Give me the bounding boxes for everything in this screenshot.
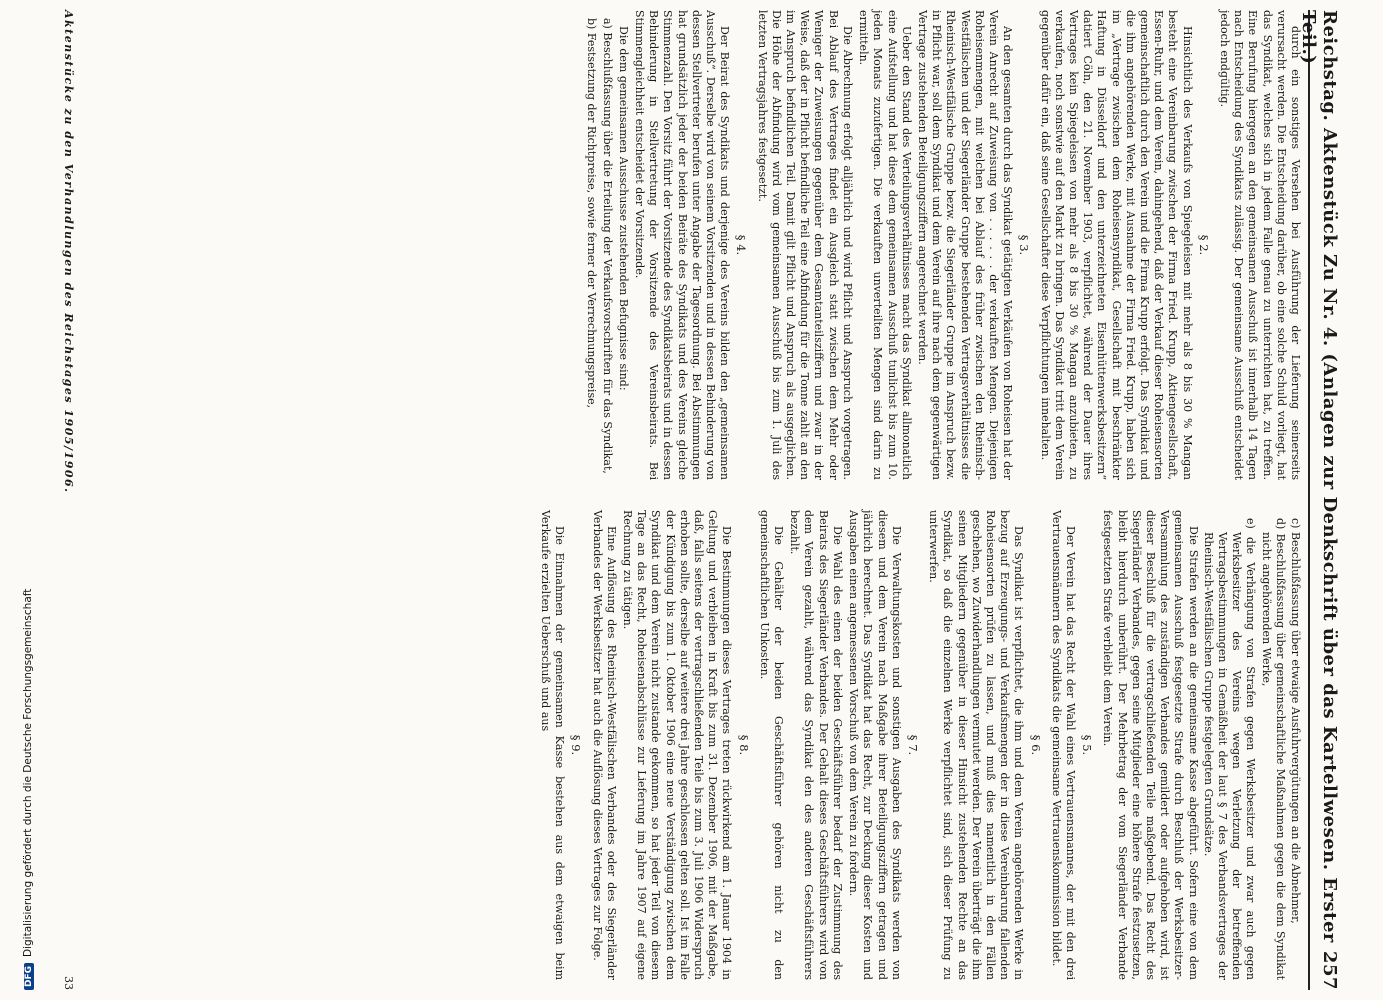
section-heading: § 3. — [1017, 234, 1032, 256]
paragraph: Die Abrechnung erfolgt alljährlich und wird Pflicht und Anspruch vorgetragen. Bei Ablauf des Vertrages findet ein Ausgleich statt zwischen dem Mehr oder Weniger der Zuweisungen gegenüber dem Gesamtanteilsziffern und zwar in der Weise, daß der in Pflicht befindliche Teil eine Abfindung für die Tonne zahlt an den im Anspruch befindlichen Teil. Damit gilt Pflicht und Anspruch als ausgeglichen. Die Höhe der Abfindung wird vom gemeinsamen Ausschuß bis zum 1. Juli des letzten Vertragsjahres festgesetzt. — [755, 10, 854, 480]
paragraph: An den gesamten durch das Syndikat getätigten Verkäufen von Roheisen hat der Verein Anrecht auf Zuweisung von . . . . . . der verkauften Mengen. Diejenigen Roheisenmengen, mit welchen bei Ablauf des früher zwischen den Rheinisch-Westfälischen und der Siegerländer Gruppe bestehenden Vertragsverhältnisses die Rheinisch-Westfälische Gruppe bezw. die Siegerländer Gruppe im Anspruch bezw. in Pflicht war, soll dem Syndikat und dem Verein auf ihre nach dem gegenwärtigen Vertrage zustehenden Beteiligungsziffern angerechnet werden. — [915, 10, 1015, 480]
footer-sheet-number: 33 — [62, 976, 75, 990]
credit-line — [22, 30, 34, 990]
list-item: d) Beschlußfassung über gemeinschaftliche Maßnahmen gegen die dem Syndikat nicht angehörenden Werke, — [1259, 518, 1287, 980]
paragraph: Die Verwaltungskosten und sonstigen Ausgaben des Syndikats werden von diesem und dem Verein nach Maßgabe ihrer Beteiligungsziffern getragen und jährlich berechnet. Das Syndikat hat das Recht, zur Deckung dieser Kosten und Ausgaben einen angemessenen Vorschuß von dem Verein zu fordern. — [847, 510, 903, 980]
section-heading: § 5. — [1080, 734, 1095, 756]
section-heading: § 9. — [569, 734, 584, 756]
list-item: b) Festsetzung der Richtpreise, sowie ferner der Verrechnungspreise, — [585, 18, 599, 409]
paragraph: Das Syndikat ist verpflichtet, die ihm und dem Verein angehörenden Werke in bezug auf Erzeugungs- und Verkaufsmengen der in diese Vereinbarung fallenden Roheisensorten prüfen zu lassen, und muß dies namentlich in den Fällen geschehen, wo Zuwiderhandlungen vermutet werden. Der Verein überträgt die ihm seinen Mitgliedern gegenüber in dieser Hinsicht zustehenden Rechte an das Syndikat, so daß die einzelnen Werke verpflichtet sind, sich dieser Prüfung zu unterwerfen. — [927, 510, 1026, 980]
paragraph: Ueber den Stand des Verteilungsverhältnisses macht das Syndikat allmonatlich eine Aufstellung und hat diese dem gemeinsamen Ausschuß tunlichst bis zum 10. jeden Monats zuzufertigen. Die verkauften unverteilten Mengen sind darin zu ermitteln. — [857, 10, 913, 480]
paragraph: durch ein sonstiges Versehen bei Ausführung der Lieferung seinerseits verursacht werden. Die Entscheidung darüber, ob eine solche Schuld vorliegt, hat das Syndikat, welches sich in jedem Falle genau zu unterrichten hat, zu treffen. Eine Berufung hiergegen an den gemeinsamen Ausschuß ist innerhalb 14 Tagen nach Entscheidung des Syndikats zulässig. Der gemeinsame Ausschuß entscheidet jedoch endgültig. — [1217, 10, 1302, 480]
section-heading: § 7. — [905, 734, 920, 756]
left-column — [583, 10, 1302, 480]
right-column — [536, 510, 1302, 980]
page-title: Reichstag. Aktenstück Zu Nr. 4. (Anlagen zur Denkschrift über das Kartellwesen. Erster Teil.) — [1298, 10, 1340, 943]
credit-text: Digitalisierung gefördert durch die Deutsche Forschungsgemeinschaft — [22, 588, 34, 957]
digitization-credit — [6, 0, 34, 1000]
rotated-document — [50, 10, 1340, 990]
paragraph: Die Strafen werden an die gemeinsame Kasse abgeführt. Sofern eine von dem gemeinsamen Ausschuß festgesetzte Strafe durch Beschluß der Werksbesitzer-Versammlung des zuständigen Verbandes gemildert oder aufgehoben wird, ist dieser Beschluß für die vertragschließenden Teile maßgebend. Das Recht des Siegerländer Verbandes, gegen seine Mitglieder eine höhere Strafe festzusetzen, bleibt hierdurch unberührt. Der Mehrbetrag der vom Siegerländer Verbande festgesetzten Strafe verbleibt dem Verein. — [1101, 510, 1200, 980]
paragraph: Der Beirat des Syndikats und derjenige des Vereins bilden den „gemeinsamen Ausschuß“. Derselbe wird von seinem Vorsitzenden und in dessen Behinderung von dessen Stellvertreter berufen unter Angabe der Tagesordnung. Bei Abstimmungen hat grundsätzlich jeder der beiden Beiräte des Syndikats und des Vereins gleiche Stimmenzahl. Den Vorsitz führt der Vorsitzende des Syndikatsbeirats und in dessen Behinderung in Stellvertretung der Vorsitzende des Vereinsbeirats. Bei Stimmengleichheit entscheidet der Vorsitzende. — [633, 10, 732, 480]
list-item: a) Beschlußfassung über die Erteilung der Verkaufsvorschriften für das Syndikat, — [600, 18, 614, 474]
paragraph: Die Wahl des einen der beiden Geschäftsführer bedarf der Zustimmung des Beirats des Siegerländer Verbandes. Der Gehalt dieses Geschäftsführers wird von dem Verein gezahlt, während das Syndikat den des anderen Geschäftsführers bezahlt. — [788, 510, 844, 980]
section-heading: § 8. — [736, 734, 751, 756]
paragraph: Die Einnahmen der gemeinsamen Kasse bestehen aus dem etwaigen beim Verkaufe erzielten Ueberschuß und aus — [539, 510, 567, 980]
section-heading: § 4. — [734, 234, 749, 256]
paragraph: Die Bestimmungen dieses Vertrages treten rückwirkend am 1. Januar 1904 in Geltung und verbleiben in Kraft bis zum 31. Dezember 1906, mit der Maßgabe, daß, falls seitens der vertragschließenden Teile bis zum 3. Juli 1906 Widerspruch erhoben sollte, derselbe auf weitere drei Jahre geschlossen gelten soll. Ist im Falle der Kündigung bis zum 1. Oktober 1906 eine neue Verständigung zwischen dem Syndikat und dem Verein nicht zustande gekommen, so hat jeder Teil von diesem Tage an das Recht, Roheisenabschlüsse zur Lieferung im Jahre 1907 auf eigene Rechnung zu tätigen. — [621, 510, 734, 980]
page-number: 257 — [1319, 950, 1340, 990]
paragraph: Der Verein hat das Recht der Wahl eines Vertrauensmannes, der mit den drei Vertrauensmännern des Syndikats die gemeinsame Vertrauenskommission bildet. — [1049, 510, 1077, 980]
page-header — [1298, 10, 1340, 990]
paragraph: Die dem gemeinsamen Ausschusse zustehenden Befugnisse sind: — [616, 26, 630, 391]
section-heading: § 2. — [1196, 234, 1211, 256]
paragraph: Hinsichtlich des Verkaufs von Spiegeleisen mit mehr als 8 bis 30 % Mangan besteht eine Vereinbarung zwischen der Firma Fried. Krupp, Aktiengesellschaft, Essen-Ruhr, und dem Verein, dahingehend, daß der Verkauf dieser Roheisensorten gemeinschaftlich durch den Verein und die Firma Krupp erfolgt. Das Syndikat und die ihm angehörenden Werke, mit Ausnahme der Firma Fried. Krupp, haben sich im „Vertrage zwischen dem Roheisensyndikat, Gesellschaft mit beschränkter Haftung in Düsseldorf und den unterzeichneten Eisenhüttenwerksbesitzern“ datiert Cöln, den 21. November 1903, verpflichtet, während der Dauer ihres Vertrages kein Spiegeleisen von mehr als 8 bis 30 % Mangan anzubieten, zu verkaufen, noch sonstwie auf den Markt zu bringen. Das Syndikat tritt dem Verein gegenüber dafür ein, daß seine Gesellschafter diese Verpflichtungen innehalten. — [1038, 10, 1194, 480]
dfg-logo: DFG — [24, 963, 34, 990]
list-item: c) Beschlußfassung über etwaige Ausfuhrvergütungen an die Abnehmer, — [1289, 518, 1302, 924]
list-item: e) die Verhängung von Strafen gegen Werksbesitzer und zwar auch gegen Werksbesitzer des Vereins wegen Verletzung der betreffenden Vertragsbestimmungen in Gemäßheit der laut § 7 des Verbandsvertrages der Rheinisch-Westfälischen Gruppe festgelegten Grundsätze. — [1201, 518, 1258, 980]
paragraph: Die Gehälter der beiden Geschäftsführer gehören nicht zu den gemeinschaftlichen Unkosten. — [757, 510, 786, 980]
footer-running-title: Aktenstücke zu den Verhandlungen des Reichstages 1905/1906. — [62, 10, 75, 494]
paragraph: Eine Auflösung des Rheinisch-Westfälischen Verbandes oder des Siegerländer Verbandes der Werksbesitzer hat auch die Auflösung dieses Vertrages zur Folge. — [590, 510, 618, 980]
section-heading: § 6. — [1028, 734, 1043, 756]
